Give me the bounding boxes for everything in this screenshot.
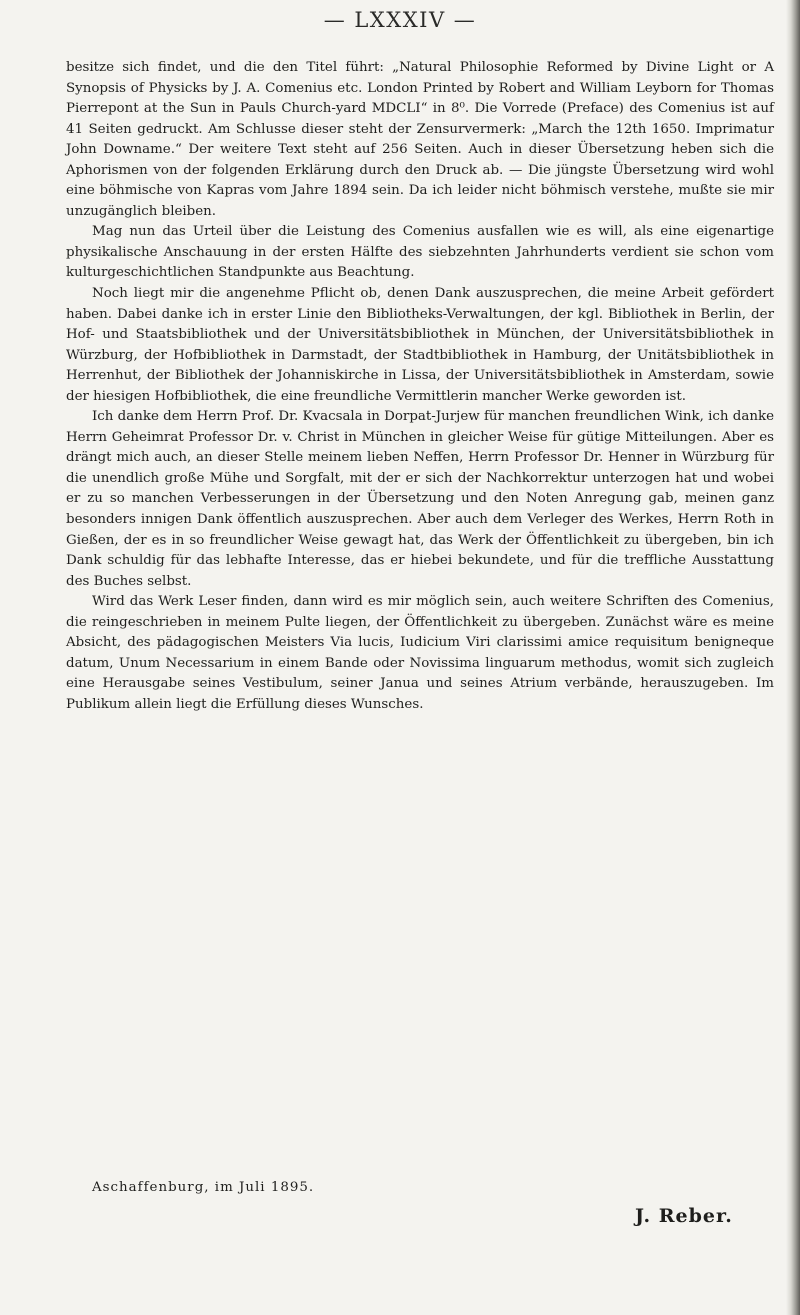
- body-text: [66, 58, 774, 716]
- page-number-header: — LXXXIV —: [323, 8, 477, 32]
- paragraph: Wird das Werk Leser finden, dann wird es mir möglich sein, auch weitere Schriften des Comenius, die reingeschrieben in meinem Pulte liegen, der Öffentlichkeit zu übergeben. Zunächst wäre es meine Absicht, des pädagogischen Meisters Via lucis, Iudicium Viri clarissimi amice requisitum benigneque datum, Unum Necessarium in einem Bande oder Novissima linguarum methodus, womit sich zugleich eine Herausgabe seines Vestibulum, seiner Janua und seines Atrium verbände, herauszugeben. Im Publikum allein liegt die Erfüllung dieses Wunsches.: [66, 594, 774, 712]
- page-edge-shadow: [786, 0, 800, 1315]
- paragraph: Mag nun das Urteil über die Leistung des Comenius ausfallen wie es will, als eine eigenartige physikalische Anschauung in der ersten Hälfte des siebzehnten Jahrhunderts verdient sie schon vom kulturgeschichtlichen Standpunkte aus Beachtung.: [66, 224, 774, 281]
- place-date-line: Aschaffenburg, im Juli 1895.: [92, 1180, 315, 1195]
- paragraph: Ich danke dem Herrn Prof. Dr. Kvacsala in Dorpat-Jurjew für manchen freundlichen Wink, ich danke Herrn Geheimrat Professor Dr. v. Christ in München in gleicher Weise für gütige Mitteilungen. Aber es drängt mich auch, an dieser Stelle meinem lieben Neffen, Herrn Professor Dr. Henner in Würzburg für die unendlich große Mühe und Sorgfalt, mit der er sich der Nachkorrektur unterzogen hat und wobei er zu so manchen Verbesserungen in der Übersetzung und den Noten Anregung gab, meinen ganz besonders innigen Dank öffentlich auszusprechen. Aber auch dem Verleger des Werkes, Herrn Roth in Gießen, der es in so freundlicher Weise gewagt hat, das Werk der Öffentlichkeit zu übergeben, bin ich Dank schuldig für das lebhafte Interesse, das er hiebei bekundete, und für die treffliche Ausstattung des Buches selbst.: [66, 409, 774, 589]
- paragraph: besitze sich findet, und die den Titel führt: „Natural Philosophie Reformed by Divine Light or A Synopsis of Physicks by J. A. Comenius etc. London Printed by Robert and William Leyborn for Thomas Pierrepont at the Sun in Pauls Church-yard MDCLI“ in 8⁰. Die Vorrede (Preface) des Comenius ist auf 41 Seiten gedruckt. Am Schlusse dieser steht der Zensurvermerk: „March the 12th 1650. Imprimatur John Downame.“ Der weitere Text steht auf 256 Seiten. Auch in dieser Übersetzung heben sich die Aphorismen von der folgenden Erklärung durch den Druck ab. — Die jüngste Übersetzung wird wohl eine böhmische von Kapras vom Jahre 1894 sein. Da ich leider nicht böhmisch verstehe, mußte sie mir unzugänglich bleiben.: [66, 60, 774, 219]
- paragraph: Noch liegt mir die angenehme Pflicht ob, denen Dank auszusprechen, die meine Arbeit gefördert haben. Dabei danke ich in erster Linie den Bibliotheks-Verwaltungen, der kgl. Bibliothek in Berlin, der Hof- und Staatsbibliothek und der Universitätsbibliothek in München, der Universitätsbibliothek in Würzburg, der Hofbibliothek in Darmstadt, der Stadtbibliothek in Hamburg, der Unitätsbibliothek in Herrenhut, der Bibliothek der Johanniskirche in Lissa, der Universitätsbibliothek in Amsterdam, sowie der hiesigen Hofbibliothek, die eine freundliche Vermittlerin mancher Werke geworden ist.: [66, 286, 774, 404]
- author-signature: J. Reber.: [635, 1205, 733, 1227]
